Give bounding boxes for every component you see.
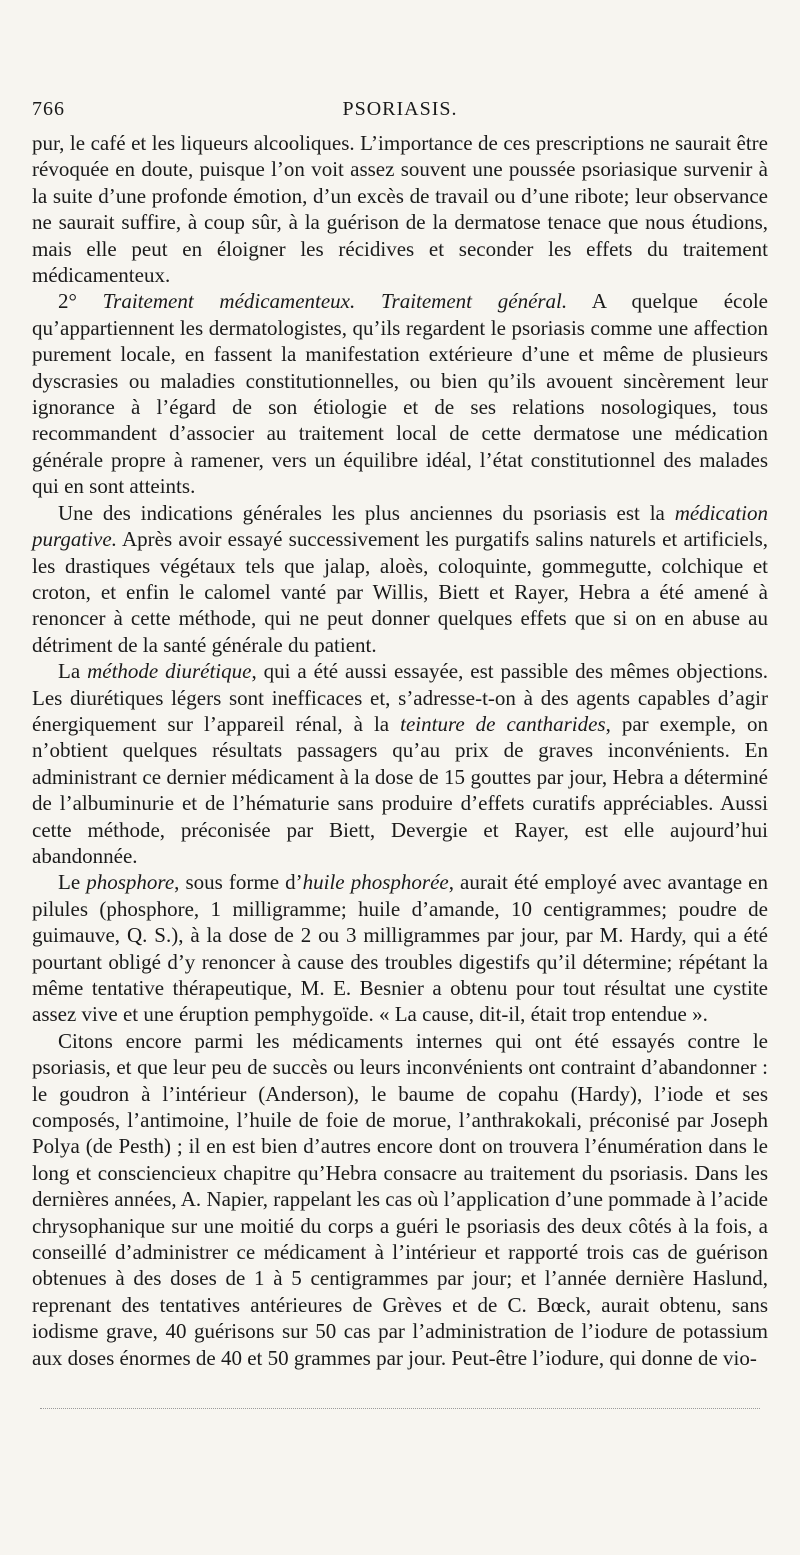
italic-text: huile phosphorée bbox=[302, 870, 449, 895]
text-run: La bbox=[58, 659, 88, 684]
text-run: Après avoir essayé successivement les purgatifs salins naturels et artificiels, les drastiques végétaux tels que jalap, aloès, coloquinte, gommegutte, colchique et croton, et enfin le calomel vanté par Willis, Biett et Rayer, Hebra a été amené à renoncer à cette méthode, qui ne peut donner quelques effets que si on en abuse au détriment de la santé générale du patient. bbox=[32, 527, 768, 657]
paragraph bbox=[32, 869, 768, 1027]
italic-text: méthode diurétique bbox=[87, 659, 252, 684]
paragraph bbox=[32, 658, 768, 869]
text-run: pur, le café et les liqueurs alcooliques. L’importance de ces prescriptions ne saurait être révoquée en doute, puisque l’on voit assez souvent une poussée psoriasique survenir à la suite d’une profonde émotion, d’un excès de travail ou d’une ribote; leur observance ne saurait suffire, à coup sûr, à la guérison de la dermatose tenace que nous étudions, mais elle peut en éloigner les récidives et seconder les effets du traitement médicamenteux. bbox=[32, 131, 768, 288]
text-run: , aurait été employé avec avantage en pilules (phosphore, 1 milligramme; huile d’amande, 10 centigrammes; poudre de guimauve, Q. S.), à la dose de 2 ou 3 milligrammes par jour, par M. Hardy, qui a été pourtant obligé d’y renoncer à cause des troubles digestifs qu’il détermine; répétant la même tentative thérapeutique, M. E. Besnier a obtenu pour tout résultat une cystite assez vive et une éruption pemphygoïde. « La cause, dit-il, était trop entendue ». bbox=[32, 870, 768, 1027]
body-text bbox=[32, 130, 768, 1371]
text-run: 2° bbox=[58, 289, 103, 314]
text-run: , sous forme d’ bbox=[174, 870, 303, 895]
text-run: Une des indications générales les plus anciennes du psoriasis est la bbox=[58, 500, 675, 525]
paragraph bbox=[32, 1028, 768, 1371]
text-run: , par exemple, on n’obtient quelques résultats passagers qu’au prix de graves inconvénients. En administrant ce dernier médicament à la dose de 15 gouttes par jour, Hebra a déterminé de l’albuminurie et de l’hématurie sans produire d’effets curatifs appréciables. Aussi cette méthode, préconisée par Biett, Devergie et Rayer, est elle aujourd’hui abandonnée. bbox=[32, 711, 769, 868]
text-run: , qui a été aussi essayée, est passible des mêmes objections. Les diurétiques légers sont inefficaces et, s’adresse-t-on à des agents capables d’agir énergiquement sur l’appareil rénal, à la bbox=[32, 659, 768, 736]
page-number: 766 bbox=[32, 98, 65, 120]
running-title: PSORIASIS. bbox=[342, 98, 458, 120]
book-page bbox=[32, 94, 768, 1534]
bottom-dotted-rule bbox=[40, 1408, 760, 1409]
running-head bbox=[32, 94, 768, 124]
text-run: A quelque école qu’appartiennent les dermatologistes, qu’ils regardent le psoriasis comme une affection purement locale, en fassent la manifestation extérieure d’une et même de plusieurs dyscrasies ou maladies constitutionnelles, ou bien qu’ils avouent sincèrement leur ignorance à l’égard de son étiologie et de ses relations nosologiques, tous recommandent d’associer au traitement local de cette dermatose une médication générale propre à ramener, vers un équilibre idéal, l’état constitutionnel des malades qui en sont atteints. bbox=[32, 289, 769, 499]
text-run: Le bbox=[58, 870, 87, 895]
paragraph bbox=[32, 130, 768, 288]
italic-text: teinture de cantharides bbox=[400, 711, 606, 736]
text-run: Citons encore parmi les médicaments internes qui ont été essayés contre le psoriasis, et que leur peu de succès ou leurs inconvénients ont contraint d’abandonner : le goudron à l’intérieur (Anderson), le baume de copahu (Hardy), l’iode et ses composés, l’antimoine, l’huile de foie de morue, l’anthrakokali, préconisé par Joseph Polya (de Pesth) ; il en est bien d’autres encore dont on trouvera l’énumération dans le long et consciencieux chapitre qu’Hebra consacre au traitement du psoriasis. Dans les dernières années, A. Napier, rappelant les cas où l’application d’une pommade à l’acide chrysophanique sur une moitié du corps a guéri le psoriasis des deux côtés à la fois, a conseillé d’administrer ce médicament à l’intérieur et rapporté trois cas de guérison obtenues à des doses de 1 à 5 centigrammes par jour; et l’année dernière Haslund, reprenant des tentatives antérieures de Grèves et de C. Bœck, aurait obtenu, sans iodisme grave, 40 guérisons sur 50 cas par l’administration de l’iodure de potassium aux doses énormes de 40 et 50 grammes par jour. Peut-être l’iodure, qui donne de vio- bbox=[32, 1028, 768, 1370]
italic-text: Traitement médicamenteux. Traitement général. bbox=[102, 289, 568, 314]
paragraph bbox=[32, 500, 768, 658]
paragraph bbox=[32, 288, 768, 499]
italic-text: médication purgative. bbox=[32, 500, 768, 552]
italic-text: phosphore bbox=[86, 870, 175, 895]
